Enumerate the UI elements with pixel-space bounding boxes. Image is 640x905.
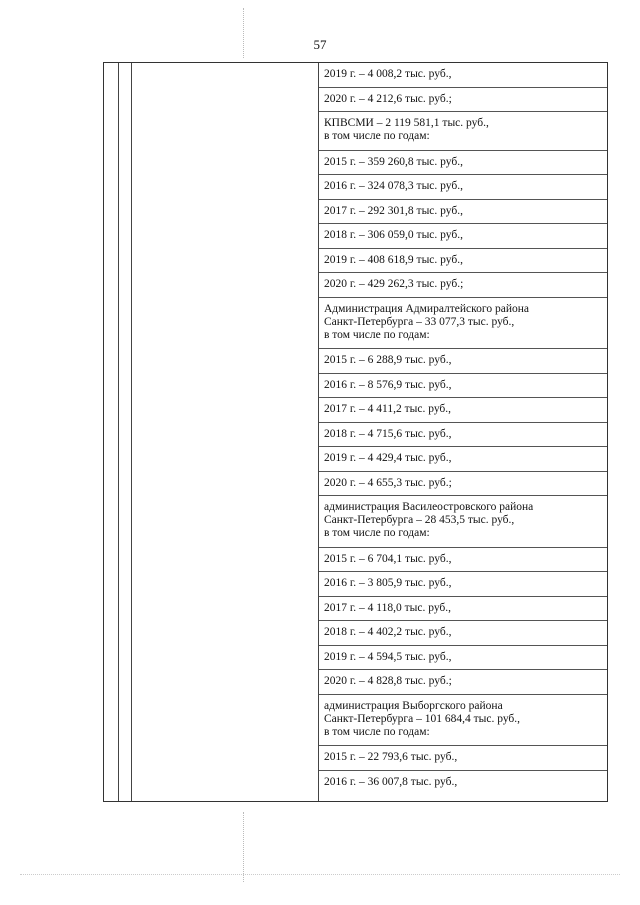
row-text: 2020 г. – 4 828,8 тыс. руб.; <box>324 675 452 687</box>
table-row <box>319 771 607 796</box>
row-text: 2020 г. – 4 212,6 тыс. руб.; <box>324 92 452 105</box>
row-text: 2019 г. – 408 618,9 тыс. руб., <box>324 253 463 266</box>
row-text: КПВСМИ – 2 119 581,1 тыс. руб., <box>324 117 489 129</box>
row-text: 2015 г. – 6 704,1 тыс. руб., <box>324 552 452 565</box>
table-row <box>319 224 607 249</box>
table-row <box>319 398 607 423</box>
table-row <box>319 349 607 374</box>
row-text: 2016 г. – 324 078,3 тыс. руб., <box>324 180 463 192</box>
table-row <box>319 496 607 548</box>
table-row <box>319 200 607 225</box>
scan-artifact <box>20 874 620 876</box>
column-divider <box>118 63 119 801</box>
row-text: в том числе по годам: <box>324 328 430 341</box>
table-row <box>319 646 607 671</box>
table-row <box>319 374 607 399</box>
table-row <box>319 621 607 646</box>
funding-column <box>319 63 607 795</box>
row-text: 2017 г. – 4 118,0 тыс. руб., <box>324 601 452 614</box>
row-text: 2018 г. – 4 715,6 тыс. руб., <box>324 427 452 440</box>
table-row <box>319 472 607 497</box>
row-text: Санкт-Петербурга – 28 453,5 тыс. руб., <box>324 514 515 526</box>
row-text: 2016 г. – 8 576,9 тыс. руб., <box>324 378 452 391</box>
table-row <box>319 112 607 151</box>
column-divider <box>131 63 132 801</box>
table-row <box>319 88 607 113</box>
table-row <box>319 298 607 350</box>
row-text: 2016 г. – 3 805,9 тыс. руб., <box>324 577 452 589</box>
row-text: 2019 г. – 4 594,5 тыс. руб., <box>324 650 452 663</box>
row-text: администрация Выборгского района <box>324 699 503 712</box>
row-text: 2015 г. – 359 260,8 тыс. руб., <box>324 155 463 168</box>
table-row <box>319 597 607 622</box>
row-text: 2016 г. – 36 007,8 тыс. руб., <box>324 775 458 788</box>
table-row <box>319 423 607 448</box>
row-text: Санкт-Петербурга – 101 684,4 тыс. руб., <box>324 712 521 725</box>
table-row <box>319 670 607 695</box>
row-text: 2018 г. – 4 402,2 тыс. руб., <box>324 626 452 638</box>
row-text: в том числе по годам: <box>324 130 430 142</box>
table-row <box>319 63 607 88</box>
row-text: 2020 г. – 429 262,3 тыс. руб.; <box>324 278 464 290</box>
table-row <box>319 249 607 274</box>
row-text: 2015 г. – 6 288,9 тыс. руб., <box>324 354 452 366</box>
table-row <box>319 273 607 298</box>
row-text: в том числе по годам: <box>324 725 430 738</box>
row-text: Администрация Адмиралтейского района <box>324 302 529 315</box>
row-text: 2019 г. – 4 008,2 тыс. руб., <box>324 68 452 80</box>
table-row <box>319 151 607 176</box>
table-row <box>319 548 607 573</box>
table-row <box>319 175 607 200</box>
row-text: 2018 г. – 306 059,0 тыс. руб., <box>324 229 463 241</box>
budget-table <box>103 62 608 802</box>
page-number: 57 <box>313 37 327 52</box>
scan-artifact <box>243 812 245 882</box>
scan-artifact <box>243 8 245 58</box>
row-text: 2019 г. – 4 429,4 тыс. руб., <box>324 452 452 464</box>
row-text: 2015 г. – 22 793,6 тыс. руб., <box>324 751 458 763</box>
row-text: Санкт-Петербурга – 33 077,3 тыс. руб., <box>324 315 515 328</box>
row-text: 2020 г. – 4 655,3 тыс. руб.; <box>324 476 452 489</box>
table-row <box>319 746 607 771</box>
row-text: 2017 г. – 292 301,8 тыс. руб., <box>324 204 463 217</box>
row-text: 2017 г. – 4 411,2 тыс. руб., <box>324 403 452 415</box>
row-text: администрация Василеостровского района <box>324 501 534 513</box>
table-row <box>319 695 607 747</box>
table-row <box>319 447 607 472</box>
table-row <box>319 572 607 597</box>
row-text: в том числе по годам: <box>324 527 430 539</box>
